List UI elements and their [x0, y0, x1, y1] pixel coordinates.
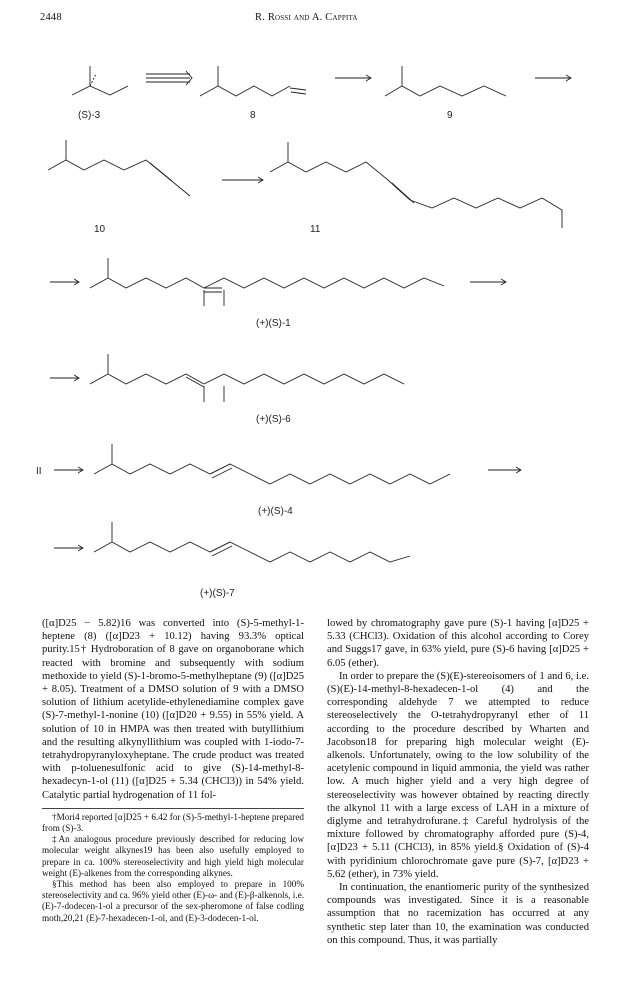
label-9: 9	[447, 110, 453, 121]
body-paragraph: In continuation, the enantiomeric purity of the synthesized compounds was investigated. Since it is a reasonable assumption that no racemization has occurred at any synthetic step later than 10, the examination was conducted on this compound. Thus, it was partially	[327, 882, 589, 946]
label-s6: (+)(S)-6	[256, 414, 291, 425]
text-column-right	[327, 617, 589, 947]
label-s4: (+)(S)-4	[258, 506, 293, 517]
text-column-left	[42, 617, 304, 924]
equivalence-arrow	[146, 71, 192, 85]
body-paragraph: ([α]D25 − 5.82)16 was converted into (S)-5-methyl-1-heptene (8) ([α]D23 + 10.12) having 93.3% optical purity.15† Hydroboration of 8 gave on organoborane which reacted with bromine and subsequently with sodium methoxide to yield (S)-1-bromo-5-methylheptane (9) ([α]D25 + 8.05). Treatment of a DMSO solution of 9 with a DMSO solution of lithium acetylide-ethylenediamine complex gave (S)-7-methyl-1-nonine (10) ([α]D20 + 9.55) in 55% yield. A solution of 10 in HMPA was then treated with butyllithium and the resulting alkynyllithium was coupled with 1-iodo-7-tetrahydropyranyloxyheptane. The crude product was treated with p-toluenesulfonic acid to give (S)-14-methyl-8-hexadecyn-1-ol (11) ([α]D25 + 5.34 (CHCl3)) in 54% yield. Catalytic partial hydrogenation of 11 fol-	[42, 618, 304, 801]
label-11: 11	[310, 224, 321, 235]
footnote-rule	[42, 808, 304, 809]
label-s3: (S)-3	[78, 110, 101, 121]
structure-6	[50, 354, 404, 402]
label-10: 10	[94, 224, 106, 235]
footnote: †Mori4 reported [α]D25 + 6.42 for (S)-5-methyl-1-heptene prepared from (S)-3.	[42, 811, 304, 834]
body-paragraph: lowed by chromatography gave pure (S)-1 having [α]D25 + 5.33 (CHCl3). Oxidation of this alcohol according to Corey and Suggs17 gave, in 63% yield, pure (S)-6 having [α]D25 + 6.05 (ether).	[327, 618, 589, 669]
structure-s3	[72, 66, 128, 95]
label-continuation: II	[36, 466, 42, 477]
running-header-authors: R. Rossi and A. Cappita	[255, 12, 358, 23]
structure-7	[54, 522, 410, 562]
structure-9	[385, 66, 506, 96]
footnote: ‡An analogous procedure previously described for reducing low molecular weight alkynes19 has been also usefully employed to prepare in ca. 100% stereoselectivity and high yield high molecular weight (E)-alkenes from the corresponding alkynes.	[42, 834, 304, 878]
label-s1: (+)(S)-1	[256, 318, 291, 329]
structure-4	[54, 444, 521, 484]
structure-11	[270, 142, 562, 228]
label-s7: (+)(S)-7	[200, 588, 235, 599]
structure-10	[48, 140, 190, 196]
label-8: 8	[250, 110, 256, 121]
structure-1	[50, 258, 506, 306]
structure-8	[200, 66, 306, 96]
footnote: §This method has been also employed to prepare in 100% stereoselectivity and ca. 96% yield other (E)-ω- and (E)-β-alkenols, i.e. (E)-7-dodecen-1-ol a precursor of the sex-pheromone of false codling moth,20,21 (E)-7-hexadecen-1-ol, and (E)-3-dodecen-1-ol.	[42, 879, 305, 923]
body-paragraph: In order to prepare the (S)(E)-stereoisomers of 1 and 6, i.e. (S)(E)-14-methyl-8-hexadecen-1-ol (4) and the corresponding aldehyde 7 we attempted to reduce stereoselectively the O-tetrahydropyranyl ether of 11 according to the procedure described by Wharten and Jacobson18 for preparing high molecular weight (E)-alkenols. Unfortunately, owing to the low solubility of the acetylenic compound in liquid ammonia, the yield was rather low. A much higher yield and a very high degree of stereoselectivity was however obtained by reacting directly the alkynol 11 with a large excess of LAH in a mixture of diglyme and tetrahydrofurane.‡ Careful hydrolysis of the mixture followed by chromatography afforded pure (S)-4, [α]D23 + 5.11 (CHCl3), in 85% yield.§ Oxidation of (S)-4 with pyridinium chlorochromate gave pure (S)-7, [α]D23 + 5.62 (ether), in 73% yield.	[327, 670, 589, 880]
page-number: 2448	[40, 12, 62, 23]
